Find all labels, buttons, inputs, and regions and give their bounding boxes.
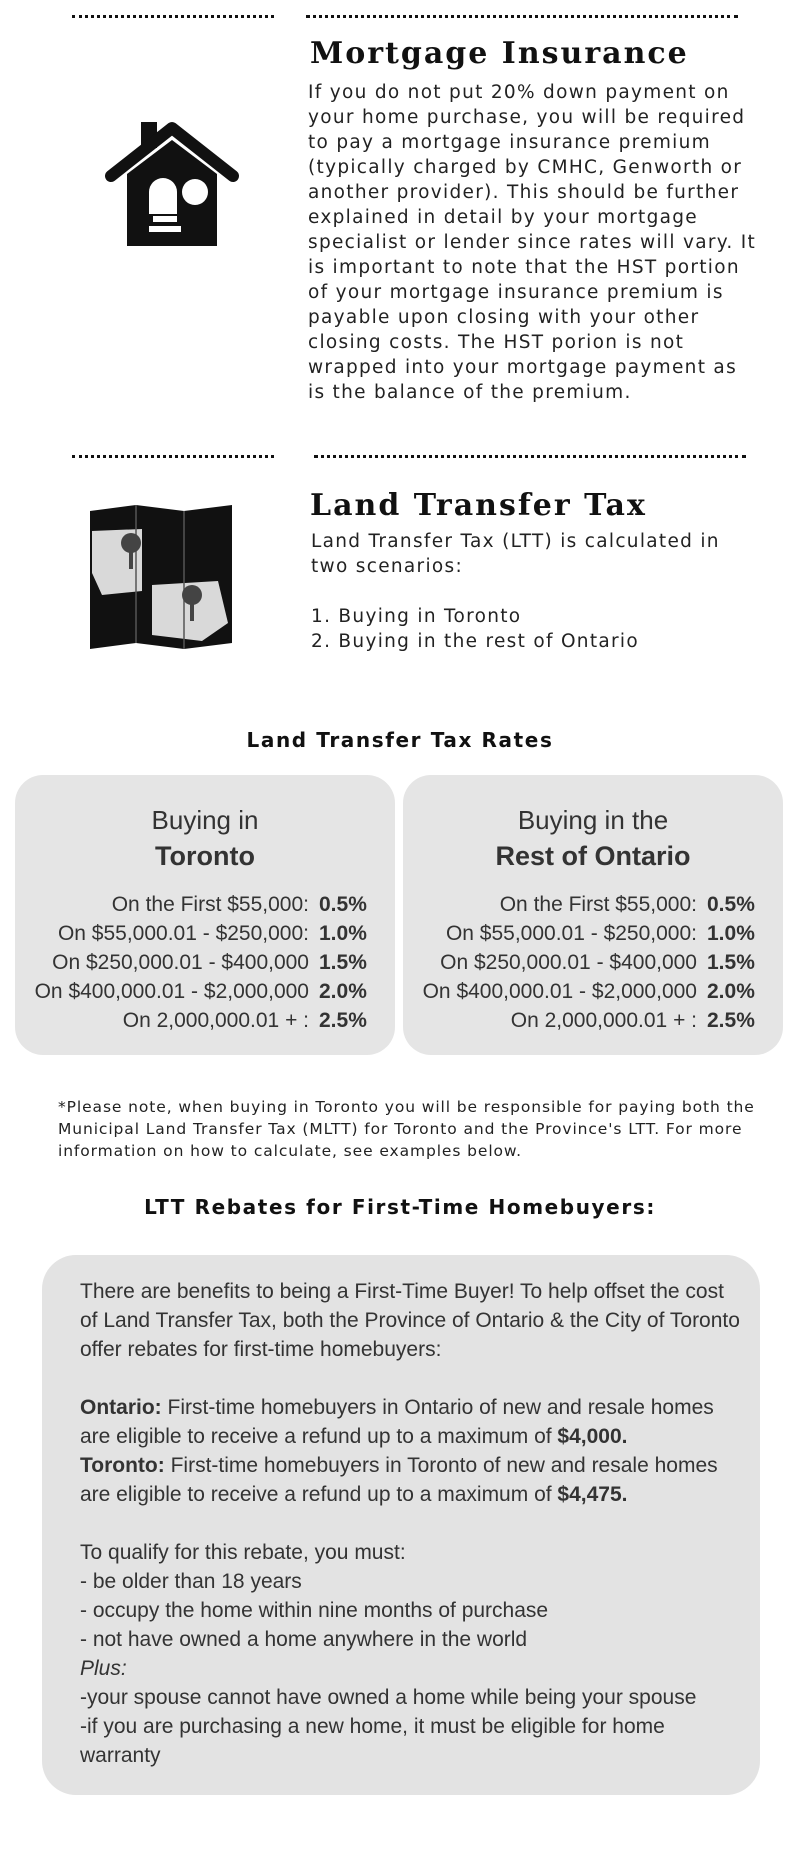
map-icon — [90, 503, 232, 649]
rate-value: 0.5% — [319, 893, 367, 916]
card-ontario-line2: Rest of Ontario — [495, 841, 691, 871]
divider-top-right — [306, 15, 738, 18]
rate-value: 1.5% — [319, 951, 367, 974]
mortgage-insurance-title: Mortgage Insurance — [310, 36, 689, 71]
rate-value: 1.5% — [707, 951, 755, 974]
card-ontario-line1: Buying in the — [517, 805, 669, 835]
rate-label: On the First $55,000: — [111, 893, 309, 916]
requirement-item: - occupy the home within nine months of purchase — [80, 1599, 549, 1622]
rebate-toronto-text: First-time homebuyers in Toronto of new and resale homes are eligible to receive a refund up to a maximum of — [80, 1454, 718, 1506]
rate-label: On $400,000.01 - $2,000,000 — [34, 980, 309, 1003]
rate-value: 0.5% — [707, 893, 755, 916]
rebate-ontario-text: First-time homebuyers in Ontario of new and resale homes are eligible to receive a refund up to a maximum of — [80, 1396, 714, 1448]
toronto-mltt-note: *Please note, when buying in Toronto you will be responsible for paying both the Municipal Land Transfer Tax (MLTT) for Toronto and the Province's LTT. For more information on how to calculate, see examples below. — [58, 1098, 755, 1160]
rebates-text — [80, 1277, 740, 1770]
rate-row — [403, 980, 783, 1008]
land-transfer-tax-body — [311, 529, 751, 654]
divider-mid-left — [72, 455, 274, 458]
rate-row — [403, 922, 783, 950]
plus-label: Plus: — [80, 1657, 127, 1680]
rates-heading: Land Transfer Tax Rates — [246, 728, 554, 752]
rate-label: On $250,000.01 - $400,000 — [440, 951, 697, 974]
rate-value: 2.0% — [707, 980, 755, 1003]
mortgage-insurance-text: If you do not put 20% down payment on your home purchase, you will be required to pay a mortgage insurance premium (typically charged by CMHC, Genworth or another provider). This should be further explained in detail by your mortgage specialist or lender since rates will vary. It is important to note that the HST portion of your mortgage insurance premium is payable upon closing with your other closing costs. The HST porion is not wrapped into your mortgage payment as is the balance of the premium. — [308, 82, 757, 403]
rate-row — [403, 951, 783, 979]
ltt-scenario-ontario: 2. Buying in the rest of Ontario — [311, 631, 639, 652]
rebate-toronto-label: Toronto: — [80, 1454, 165, 1477]
rate-row — [403, 1009, 783, 1037]
house-icon — [105, 118, 240, 248]
rate-value: 2.5% — [707, 1009, 755, 1032]
card-toronto-line2: Toronto — [155, 841, 255, 871]
rebate-toronto-amount: $4,475. — [557, 1483, 628, 1506]
divider-top-left — [72, 15, 274, 18]
rate-label: On 2,000,000.01 + : — [122, 1009, 309, 1032]
rate-row — [15, 980, 395, 1008]
rebate-ontario — [80, 1393, 740, 1451]
requirement-item: - not have owned a home anywhere in the world — [80, 1628, 528, 1651]
rate-value: 2.5% — [319, 1009, 367, 1032]
divider-mid-right — [314, 455, 746, 458]
rebate-toronto — [80, 1451, 740, 1509]
rate-label: On 2,000,000.01 + : — [510, 1009, 697, 1032]
rebates-card — [42, 1255, 760, 1795]
plus-item: -your spouse cannot have owned a home while being your spouse — [80, 1686, 697, 1709]
rates-card-toronto — [15, 775, 395, 1055]
rate-label: On $55,000.01 - $250,000: — [57, 922, 309, 945]
rate-row — [15, 951, 395, 979]
rate-row — [15, 1009, 395, 1037]
rate-value: 2.0% — [319, 980, 367, 1003]
plus-item: -if you are purchasing a new home, it must be eligible for home warranty — [80, 1715, 665, 1767]
rate-row — [403, 893, 783, 921]
rate-label: On the First $55,000: — [499, 893, 697, 916]
rebates-intro: There are benefits to being a First-Time Buyer! To help offset the cost of Land Transfer Tax, both the Province of Ontario & the City of Toronto offer rebates for first-time homebuyers: — [80, 1280, 740, 1361]
qualify-heading: To qualify for this rebate, you must: — [80, 1541, 406, 1564]
rate-row — [15, 922, 395, 950]
rate-row — [15, 893, 395, 921]
rate-label: On $55,000.01 - $250,000: — [445, 922, 697, 945]
card-toronto-line1: Buying in — [151, 805, 259, 835]
ltt-scenario-toronto: 1. Buying in Toronto — [311, 606, 522, 627]
ltt-intro: Land Transfer Tax (LTT) is calculated in two scenarios: — [311, 531, 720, 577]
mortgage-insurance-body — [308, 80, 758, 405]
rebates-heading: LTT Rebates for First-Time Homebuyers: — [144, 1195, 656, 1219]
rebate-ontario-amount: $4,000. — [557, 1425, 628, 1448]
rate-value: 1.0% — [319, 922, 367, 945]
rate-label: On $250,000.01 - $400,000 — [52, 951, 309, 974]
land-transfer-tax-title: Land Transfer Tax — [310, 488, 647, 523]
rate-value: 1.0% — [707, 922, 755, 945]
rebate-ontario-label: Ontario: — [80, 1396, 162, 1419]
rates-card-rest-of-ontario — [403, 775, 783, 1055]
requirement-item: - be older than 18 years — [80, 1570, 302, 1593]
rate-label: On $400,000.01 - $2,000,000 — [422, 980, 697, 1003]
